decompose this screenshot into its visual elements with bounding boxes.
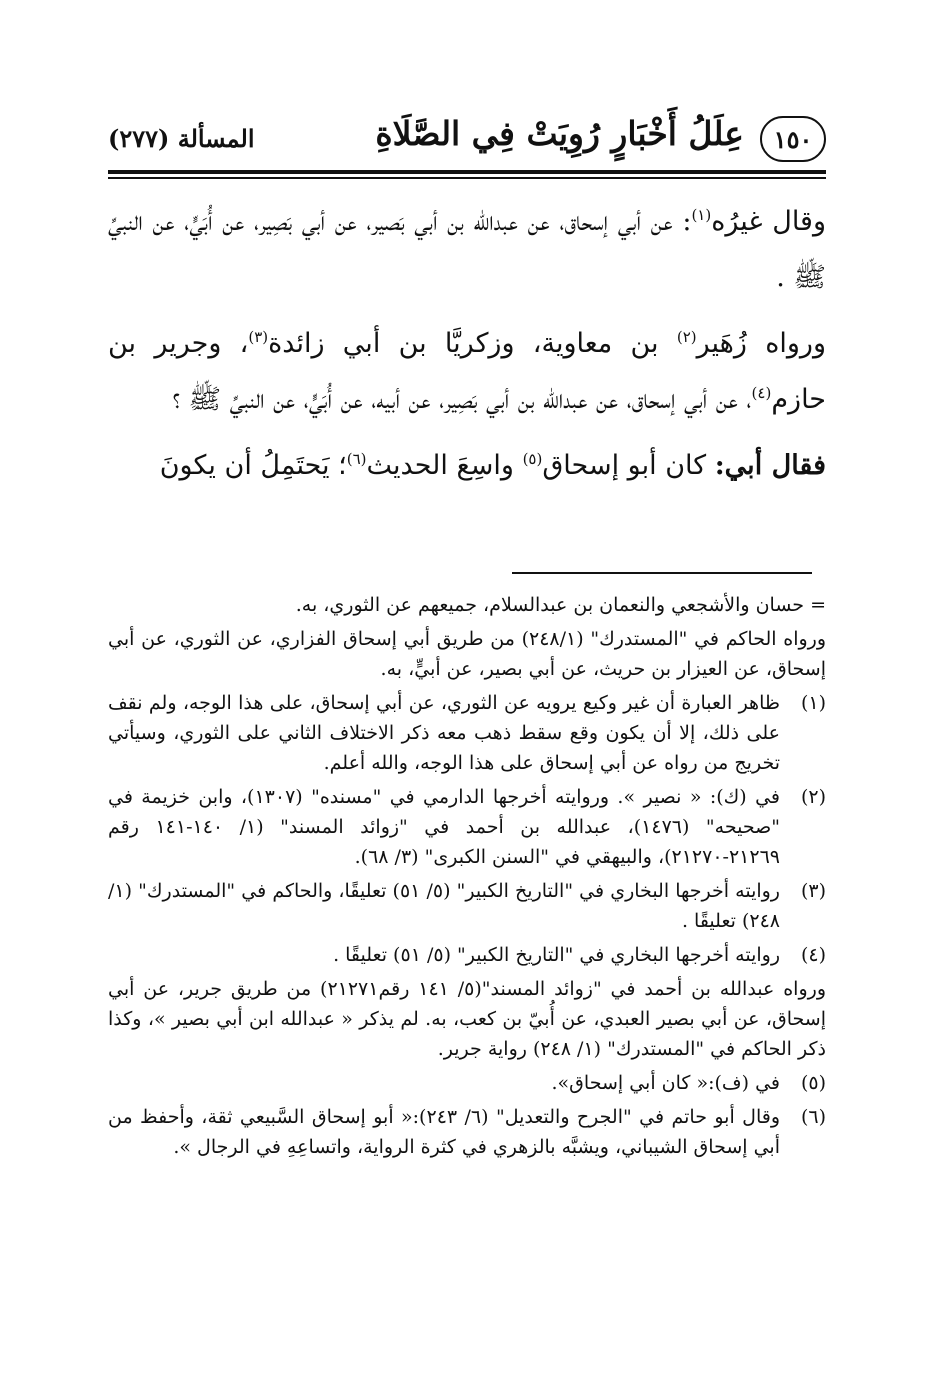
header-rule-thick xyxy=(108,170,826,174)
footnote-3 xyxy=(108,876,826,936)
paragraph-2-text-c: ، وجرير بن حازم xyxy=(108,328,826,415)
header-rule-thin xyxy=(108,177,826,179)
footnote-number: (٥) xyxy=(800,1072,826,1094)
issue-label: المسألة (٢٧٧) xyxy=(108,124,255,153)
footnote-ref-6: (٦) xyxy=(346,450,367,468)
page-header xyxy=(108,112,826,168)
paragraph-1-text-a: وقال غيرُه xyxy=(711,206,826,237)
footnote-text: في (ك): « نصير ». وروايته أخرجها الدارمي في "مسنده" (١٣٠٧)، وابن خزيمة في "صحيحه" (١٤٧٦)، عبدالله بن أحمد في "زوائد المسند" (١/ ١٤٠-١٤١ رقم ٢١٢٦٩-٢١٢٧٠)، والبيهقي في "السنن الكبرى" (٣/ ٦٨). xyxy=(108,786,780,868)
page-number-badge xyxy=(760,116,826,162)
footnote-1 xyxy=(108,688,826,778)
paragraph-2 xyxy=(108,316,826,428)
footnote-number: (٦) xyxy=(800,1106,826,1128)
footnotes xyxy=(108,590,826,1166)
main-text xyxy=(108,194,826,494)
paragraph-3 xyxy=(108,438,826,494)
footnote-text: روايته أخرجها البخاري في "التاريخ الكبير" (٥/ ٥١) تعليقًا . xyxy=(333,944,780,966)
footnote-number: (٢) xyxy=(800,786,826,808)
footnote-text: ظاهر العبارة أن غير وكيع يرويه عن الثوري، عن أبي إسحاق، على هذا الوجه، ولم نقف على ذلك، إلا أن يكون وقع سقط ذهب معه ذكر الاختلاف الثاني على الثوري، وسيأتي تخريج من رواه عن أبي إسحاق على هذا الوجه، والله أعلم. xyxy=(108,692,780,774)
footnote-4 xyxy=(108,940,826,970)
footnote-ref-1: (١) xyxy=(691,206,712,224)
paragraph-2-text-a: ورواه زُهَير xyxy=(696,328,826,359)
footnote-text: روايته أخرجها البخاري في "التاريخ الكبير" (٥/ ٥١) تعليقًا، والحاكم في "المستدرك" (١/ ٢٤٨) تعليقًا . xyxy=(108,880,780,932)
footnote-ref-5: (٥) xyxy=(522,450,543,468)
footnote-5 xyxy=(108,1068,826,1098)
paragraph-3-text-b: واسِعَ الحديث xyxy=(366,450,523,481)
paragraph-3-text-c: ؛ يَحتَمِلُ أن يكونَ xyxy=(159,450,347,481)
paragraph-2-text-d: ، عن أبي إسحاق، عن عبدالله بن أبي بَصِير، عن أبيه، عن أُبَيٍّ، عن النبيِّ ﷺ ؟ xyxy=(172,384,752,415)
footnote-ref-4: (٤) xyxy=(751,384,772,402)
footnote-ref-3: (٣) xyxy=(248,328,269,346)
footnote-continuation-2: ورواه الحاكم في "المستدرك" (٢٤٨/١) من طريق أبي إسحاق الفزاري، عن الثوري، عن أبي إسحاق، عن العيزار بن حريث، عن أبي بصير، عن أبيٍّ، به. xyxy=(108,628,826,680)
footnote-4-continuation: ورواه عبدالله بن أحمد في "زوائد المسند"(٥/ ١٤١ رقم٢١٢٧١) من طريق جرير، عن أبي إسحاق، عن أبي بصير العبدي، عن أُبيّ بن كعب، به. لم يذكر « عبدالله ابن أبي بصير »، وكذا ذكر الحاكم في "المستدرك" (١/ ٢٤٨) رواية جرير. xyxy=(108,978,826,1060)
paragraph-1 xyxy=(108,194,826,306)
footnote-number: (٤) xyxy=(800,944,826,966)
footnote-number: (٣) xyxy=(800,880,826,902)
footnote-continuation-1: = حسان والأشجعي والنعمان بن عبدالسلام، جميعهم عن الثوري، به. xyxy=(295,594,826,616)
paragraph-3-text-a: كان أبو إسحاق xyxy=(542,450,715,481)
footnote-ref-2: (٢) xyxy=(676,328,697,346)
book-title: عِلَلُ أَخْبَارٍ رُوِيَتْ فِي الصَّلَاةِ xyxy=(375,114,744,153)
footnote-6 xyxy=(108,1102,826,1162)
footnote-text: في (ف):« كان أبي إسحاق». xyxy=(551,1072,780,1094)
footnote-text: وقال أبو حاتم في "الجرح والتعديل" (٦/ ٢٤٣):« أبو إسحاق السَّبيعي ثقة، وأحفظ من أبي إسحاق الشيباني، ويشبَّه بالزهري في كثرة الرواية، واتساعِهِ في الرجال ». xyxy=(108,1106,780,1158)
page-number: ١٥٠ xyxy=(773,124,813,154)
paragraph-3-lead: فقال أبي: xyxy=(714,450,826,481)
footnote-2 xyxy=(108,782,826,872)
paragraph-2-text-b: بن معاوية، وزكريَّا بن أبي زائدة xyxy=(268,328,677,359)
paragraph-1-text-b: : عن أبي إسحاق، عن عبدالله بن أبي بَصير، عن أبي بَصِير، عن أُبَيٍّ، عن النبيِّ ﷺ . xyxy=(108,206,826,293)
footnote-number: (١) xyxy=(800,692,826,714)
footnote-separator xyxy=(512,572,812,574)
